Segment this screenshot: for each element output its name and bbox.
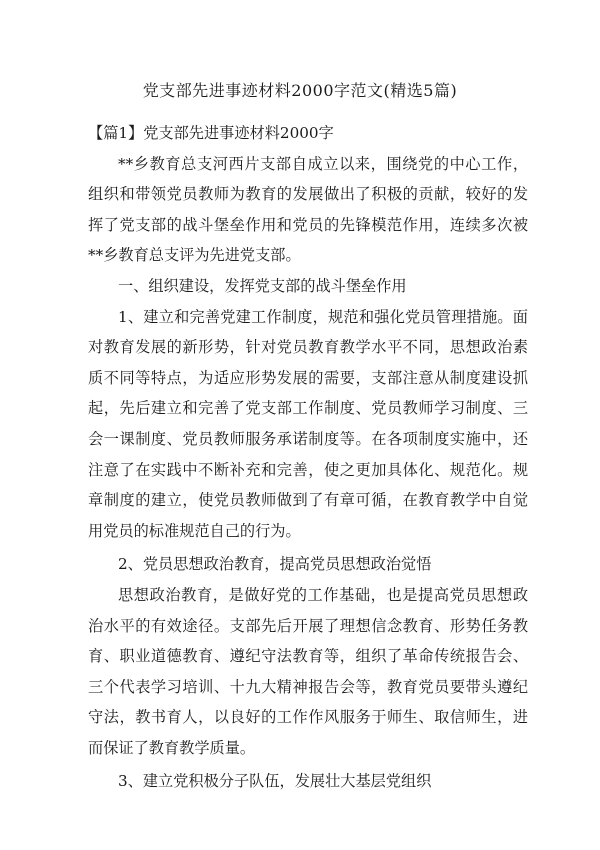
paragraph-item-2-body: 思想政治教育，是做好党的工作基础，也是提高党员思想政治水平的有效途径。支部先后开展了理想信念教育、形势任务教育、职业道德教育、遵纪守法教育等，组织了革命传统报告会、三个代表学习培训、十九大精神报告会等，教育党员要带头遵纪守法，教书育人，以良好的工作作风服务于师生、取信师生，进而保证了教育教学质量。	[88, 585, 528, 757]
chapter-heading: 【篇1】党支部先进事迹材料2000字	[88, 124, 334, 142]
document-body	[88, 118, 528, 797]
paragraph-intro: **乡教育总支河西片支部自成立以来，围绕党的中心工作，组织和带领党员教师为教育的发展做出了积极的贡献，较好的发挥了党支部的战斗堡垒作用和党员的先锋模范作用，连续多次被**乡教育总支评为先进党支部。	[88, 154, 528, 265]
paragraph-item-2-heading: 2、党员思想政治教育，提高党员思想政治觉悟	[118, 555, 432, 574]
paragraph-item-1: 1、建立和完善党建工作制度，规范和强化党员管理措施。面对教育发展的新形势，针对党员教育教学水平不同，思想政治素质不同等特点，为适应形势发展的需要，支部注意从制度建设抓起，先后建立和完善了党支部工作制度、党员教师学习制度、三会一课制度、党员教师服务承诺制度等。在各项制度实施中，还注意了在实践中不断补充和完善，使之更加具体化、规范化。规章制度的建立，使党员教师做到了有章可循，在教育教学中自觉用党员的标准规范自己的行为。	[88, 307, 528, 540]
document-title: 党支部先进事迹材料2000字范文(精选5篇)	[142, 81, 458, 100]
paragraph-item-3-heading: 3、建立党积极分子队伍，发展壮大基层党组织	[118, 772, 432, 791]
section-heading-1: 一、组织建设，发挥党支部的战斗堡垒作用	[118, 276, 407, 295]
